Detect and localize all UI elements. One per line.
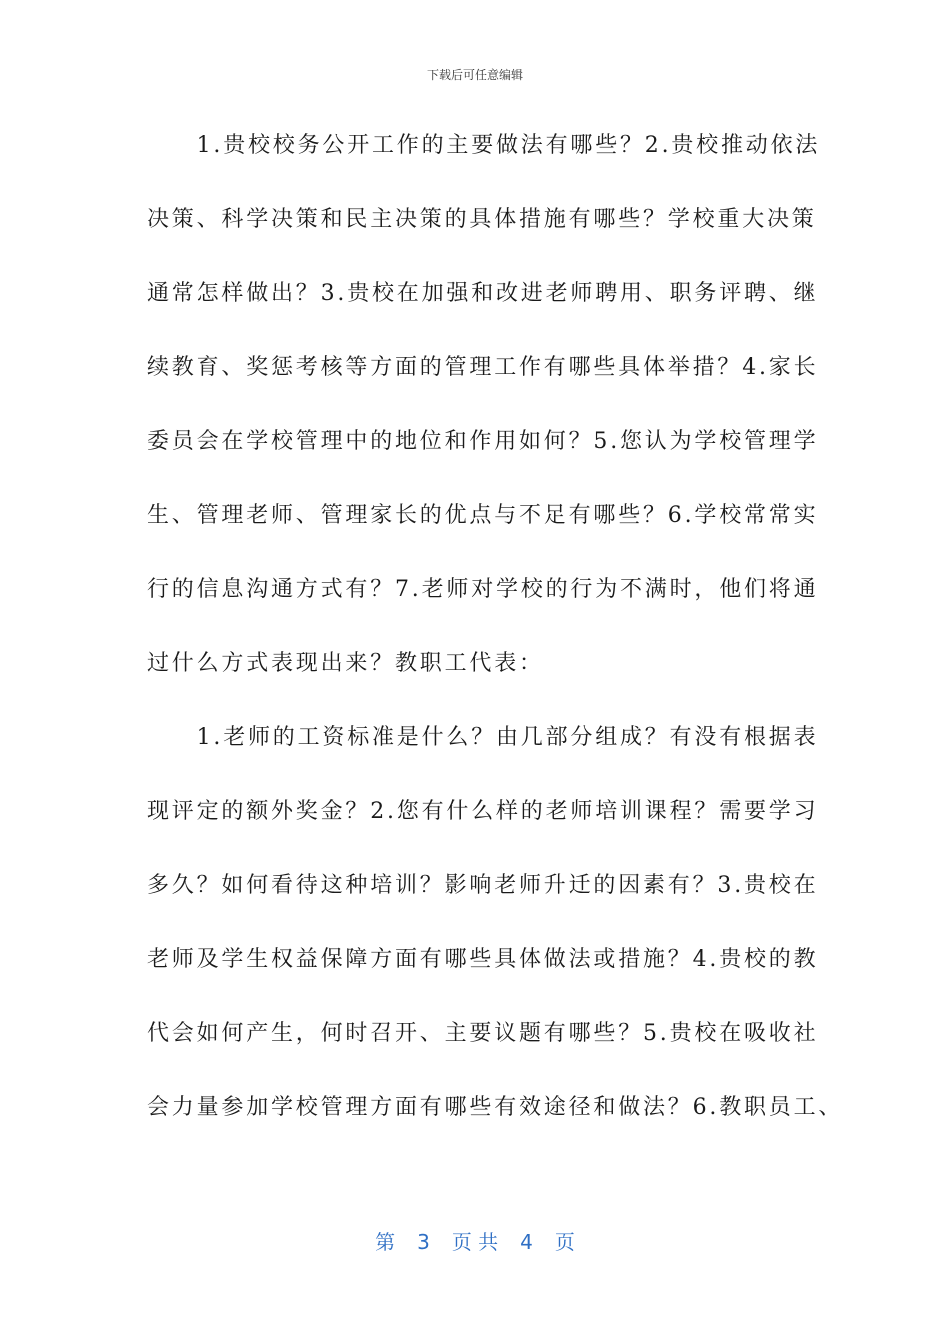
document-body <box>147 120 844 1156</box>
footer-current-page: 3 <box>417 1230 430 1254</box>
text-line: 会力量参加学校管理方面有哪些有效途径和做法？6.教职员工、 <box>147 1095 844 1120</box>
text-line: 续教育、奖惩考核等方面的管理工作有哪些具体举措？4.家长 <box>147 355 819 380</box>
text-line: 过什么方式表现出来？教职工代表： <box>147 651 544 676</box>
text-line: 1.贵校校务公开工作的主要做法有哪些？2.贵校推动依法 <box>147 133 821 158</box>
text-line: 多久？如何看待这种培训？影响老师升迁的因素有？3.贵校在 <box>147 873 819 898</box>
text-line: 现评定的额外奖金？2.您有什么样的老师培训课程？需要学习 <box>147 799 819 824</box>
footer-suffix: 页 <box>554 1230 575 1254</box>
footer-prefix: 第 <box>375 1230 396 1254</box>
text-line: 生、管理老师、管理家长的优点与不足有哪些？6.学校常常实 <box>147 503 819 528</box>
paragraph-staff-questions <box>147 712 844 1156</box>
text-line: 1.老师的工资标准是什么？由几部分组成？有没有根据表 <box>147 725 819 750</box>
text-line: 代会如何产生，何时召开、主要议题有哪些？5.贵校在吸收社 <box>147 1021 819 1046</box>
footer-middle: 页 共 <box>451 1230 499 1254</box>
footer-total-pages: 4 <box>520 1230 533 1254</box>
page-footer <box>0 1226 950 1255</box>
text-line: 委员会在学校管理中的地位和作用如何？5.您认为学校管理学 <box>147 429 819 454</box>
text-line: 通常怎样做出？3.贵校在加强和改进老师聘用、职务评聘、继 <box>147 281 819 306</box>
text-line: 行的信息沟通方式有？7.老师对学校的行为不满时，他们将通 <box>147 577 819 602</box>
page-header-note: 下载后可任意编辑 <box>426 68 523 82</box>
paragraph-school-management <box>147 120 821 712</box>
text-line: 决策、科学决策和民主决策的具体措施有哪些？学校重大决策 <box>147 207 817 232</box>
text-line: 老师及学生权益保障方面有哪些具体做法或措施？4.贵校的教 <box>147 947 819 972</box>
